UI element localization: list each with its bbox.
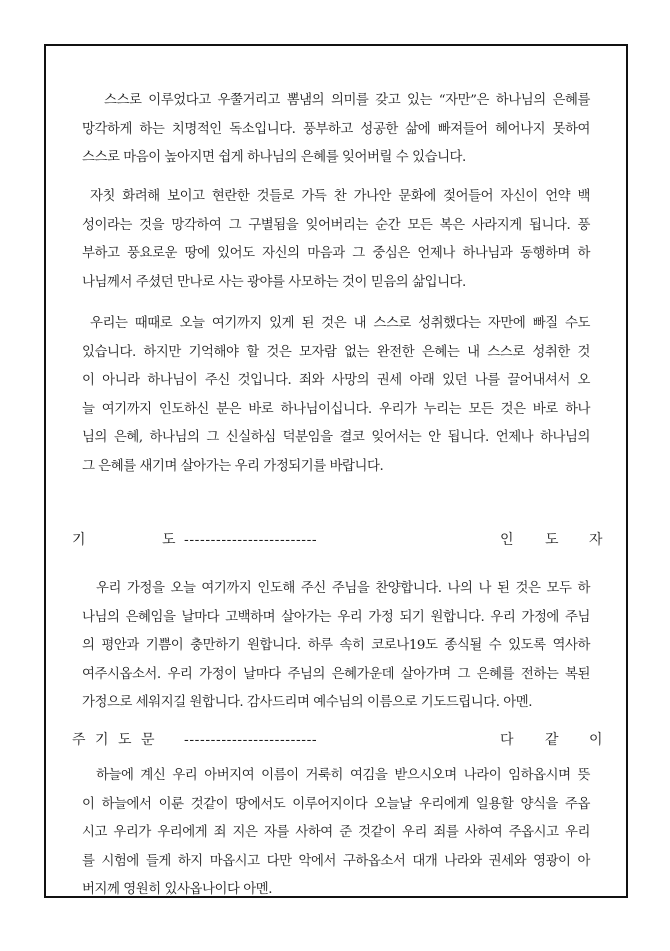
text-line: 시고 우리가 우리에게 죄 지은 자를 사하여 준 것같이 우리 죄를 사하여 주옵시고 우리: [82, 825, 590, 840]
heading-char: 문: [141, 732, 155, 748]
heading-char: 인: [500, 532, 514, 548]
text-line: 자칫 화려해 보이고 현란한 것들로 가득 찬 가나안 문화에 젖어들어 자신이 언약 백: [90, 189, 590, 204]
paragraph-canaan: [82, 183, 590, 297]
heading-char: 기: [72, 532, 86, 548]
heading-dash-leader: -------------------------: [184, 532, 318, 548]
text-line: 를 시험에 들게 하지 마옵시고 다만 악에서 구하옵소서 대개 나라와 권세와 영광이 아: [82, 853, 590, 869]
text-line: 하늘에 계신 우리 아버지여 이름이 거룩히 여김을 받으시오며 나라이 임하옵시며 뜻: [96, 768, 590, 783]
paragraph-grace: [82, 310, 590, 481]
heading-char: 도: [162, 532, 176, 548]
text-line: 이 하늘에서 이룬 것같이 땅에서도 이루어지이다 오늘날 우리에게 일용할 양식을 주옵: [82, 796, 590, 812]
text-line: 우리는 때때로 오늘 여기까지 있게 된 것은 내 스스로 성취했다는 자만에 빠질 수도: [90, 316, 590, 331]
paragraph-pride: [82, 87, 590, 173]
heading-char: 기: [95, 732, 109, 748]
prayer-body: [82, 575, 590, 718]
heading-char: 도: [545, 532, 559, 548]
heading-char: 이: [589, 732, 603, 748]
text-line: 있습니다. 하지만 기억해야 할 것은 모자람 없는 완전한 은혜는 내 스스로 성취한 것: [82, 344, 590, 360]
heading-dash-leader: -------------------------: [184, 732, 318, 748]
heading-char: 주: [72, 732, 86, 748]
prayer-heading: [70, 526, 603, 554]
text-line: 나님께서 주셨던 만나로 사는 광야를 사모하는 것이 믿음의 삶입니다.: [82, 274, 466, 290]
lords-prayer-body: [82, 762, 590, 905]
text-line: 스스로 이루었다고 우쭐거리고 뽐냄의 의미를 갖고 있는 “자만”은 하나님의 은혜를: [104, 93, 590, 108]
heading-char: 도: [118, 732, 132, 748]
text-line: 나님의 은혜임을 날마다 고백하며 살아가는 우리 가정 되기 원합니다. 우리 가정에 주님: [82, 609, 590, 625]
text-line: 성이라는 것을 망각하여 그 구별됨을 잊어버리는 순간 모든 복은 사라지게 됩니다. 풍: [82, 217, 590, 233]
text-line: 이 아니라 하나님이 주신 것입니다. 죄와 사망의 권세 아래 있던 나를 끌어내셔서 오: [82, 373, 590, 388]
text-line: 가정으로 세워지길 원합니다. 감사드리며 예수님의 이름으로 기도드립니다. 아멘.: [82, 695, 533, 710]
text-line: 여주시옵소서. 우리 가정이 날마다 주님의 은혜가운데 살아가며 그 은혜를 전하는 복된: [82, 666, 590, 682]
text-line: 부하고 풍요로운 땅에 있어도 자신의 마음과 그 중심은 언제나 하나님과 동행하며 하: [82, 246, 590, 261]
text-line: 망각하게 하는 치명적인 독소입니다. 풍부하고 성공한 삶에 빠져들어 헤어나지 못하여: [82, 121, 590, 137]
lords-prayer-heading: [70, 726, 603, 754]
heading-char: 다: [500, 732, 514, 748]
text-line: 님의 은혜, 하나님의 그 신실하심 덕분임을 결코 잊어서는 안 됩니다. 언제나 하나님의: [82, 430, 590, 445]
text-line: 그 은혜를 새기며 살아가는 우리 가정되기를 바랍니다.: [82, 458, 384, 474]
text-line: 버지께 영원히 있사옵나이다 아멘.: [82, 882, 273, 897]
text-line: 우리 가정을 오늘 여기까지 인도해 주신 주님을 찬양합니다. 나의 나 된 것은 모두 하: [96, 581, 590, 596]
text-line: 의 평안과 기쁨이 충만하기 원합니다. 하루 속히 코로나19도 종식될 수 있도록 역사하: [82, 638, 590, 653]
text-line: 스스로 마음이 높아지면 쉽게 하나님의 은혜를 잊어버릴 수 있습니다.: [82, 150, 466, 165]
heading-char: 자: [589, 532, 603, 548]
heading-char: 같: [545, 732, 559, 748]
text-line: 늘 여기까지 인도하신 분은 바로 하나님이십니다. 우리가 누리는 모든 것은 바로 하나: [82, 401, 590, 417]
